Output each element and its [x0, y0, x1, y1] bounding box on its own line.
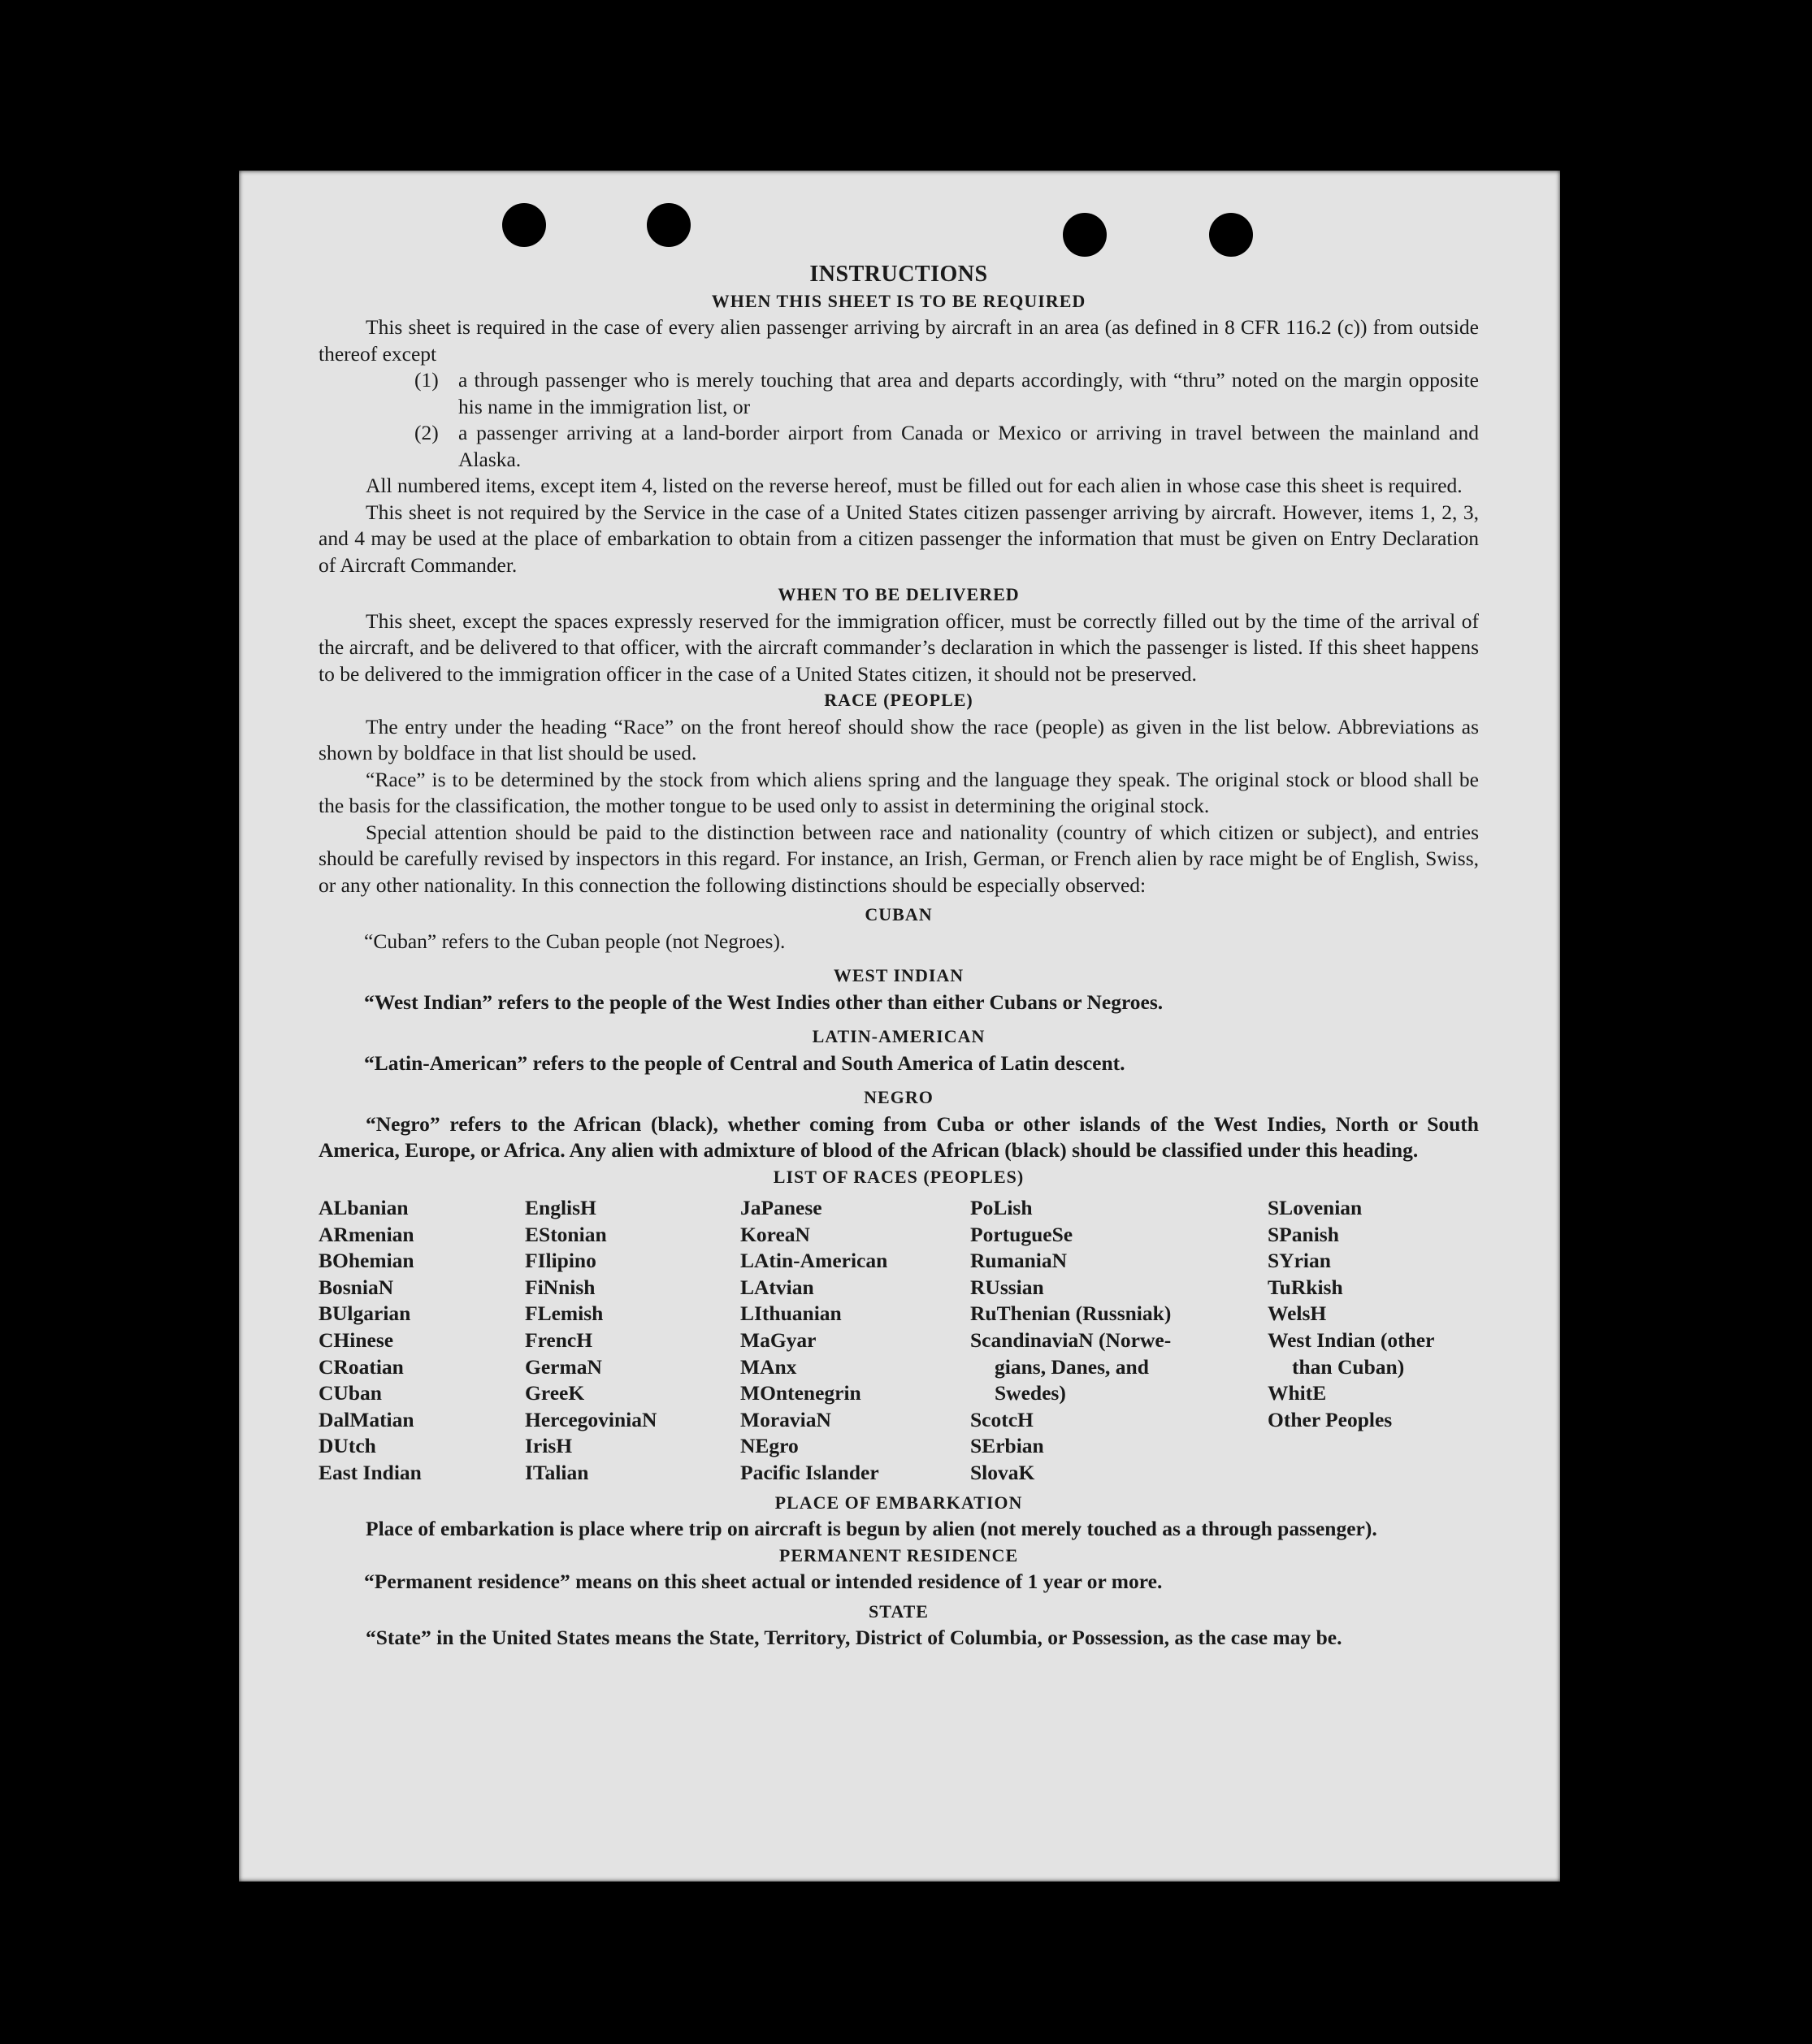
- section-heading-residence: PERMANENT RESIDENCE: [778, 1544, 1019, 1565]
- race-item: CUban: [319, 1381, 382, 1405]
- race-item: PortugueSe: [970, 1222, 1073, 1246]
- race-column: [319, 1195, 525, 1487]
- race-column: [1268, 1195, 1479, 1487]
- race-item: ITalian: [525, 1460, 589, 1484]
- race-item: KoreaN: [740, 1222, 810, 1246]
- section-heading-list-of-races: LIST OF RACES (PEOPLES): [773, 1166, 1025, 1187]
- race-item: RUssian: [970, 1275, 1044, 1299]
- definition-negro: “Negro” refers to the African (black), whether coming from Cuba or other islands of the West Indies, North or South America, Europe, or Africa. Any alien with admixture of blood of the African (black) should be classified under this heading.: [319, 1111, 1479, 1162]
- race-item: FiNnish: [525, 1275, 596, 1299]
- race-item: BOhemian: [319, 1249, 414, 1273]
- race-item: SLovenian: [1268, 1196, 1363, 1219]
- race-item: ScotcH: [970, 1407, 1034, 1431]
- race-item: MoraviaN: [740, 1407, 831, 1431]
- document-title: INSTRUCTIONS: [809, 262, 988, 287]
- definition-residence: “Permanent residence” means on this sheet actual or intended residence of 1 year or more.: [364, 1570, 1163, 1594]
- race-item: SYrian: [1268, 1249, 1331, 1273]
- race-item: ALbanian: [319, 1196, 409, 1219]
- race-item: LIthuanian: [740, 1301, 842, 1326]
- race-item: MAnx: [740, 1354, 797, 1379]
- race-item: IrisH: [525, 1434, 573, 1458]
- item-number: (1): [414, 368, 439, 392]
- race-item: LAtvian: [740, 1275, 814, 1299]
- when-required-intro: This sheet is required in the case of every alien passenger arriving by aircraft in an area (as defined in 8 CFR 116.2 (c)) from outside thereof except: [319, 315, 1479, 366]
- race-item: FIlipino: [525, 1249, 596, 1273]
- race-item: ScandinaviaN (Norwe-: [970, 1327, 1172, 1352]
- race-item: BUlgarian: [319, 1301, 411, 1326]
- exception-item: [414, 367, 1479, 420]
- race-item: Swedes): [995, 1381, 1066, 1405]
- race-item: Other Peoples: [1268, 1407, 1393, 1431]
- race-item: EStonian: [525, 1222, 607, 1246]
- race-item: FLemish: [525, 1301, 604, 1326]
- instructions-content: [319, 262, 1479, 1652]
- paragraph: This sheet, except the spaces expressly reserved for the immigration officer, must be correctly filled out by the time of the arrival of the aircraft, and be delivered to that officer, with the aircraft commander’s declaration in which the passenger is listed. If this sheet happens to be delivered to the immigration officer in the case of a United States citizen, it should not be preserved.: [319, 608, 1479, 686]
- document-page: [239, 171, 1560, 1882]
- race-item: GermaN: [525, 1354, 602, 1379]
- item-text: a passenger arriving at a land-border airport from Canada or Mexico or arriving in travel between the mainland and Alaska.: [458, 421, 1479, 471]
- paragraph: Special attention should be paid to the distinction between race and nationality (country of which citizen or subject), and entries should be carefully revised by inspectors in this regard. For instance, an Irish, German, or French alien by race might be of English, Swiss, or any other nationality. In this connection the following distinctions should be especially observed:: [319, 820, 1479, 897]
- race-item: Pacific Islander: [740, 1460, 879, 1484]
- punch-hole: [502, 203, 546, 247]
- race-item: RumaniaN: [970, 1249, 1068, 1273]
- race-item: SPanish: [1268, 1222, 1339, 1246]
- race-list: [319, 1195, 1479, 1487]
- section-heading-latin-american: LATIN-AMERICAN: [812, 1026, 986, 1046]
- paragraph: The entry under the heading “Race” on the front hereof should show the race (people) as given in the list below. Abbreviations as shown by boldface in that list should be used.: [319, 714, 1479, 764]
- paragraph: “Race” is to be determined by the stock from which aliens spring and the language they speak. The original stock or blood shall be the basis for the classification, the mother tongue to be used only to assist in determining the original stock.: [319, 767, 1479, 817]
- definition-embarkation: Place of embarkation is place where trip on aircraft is begun by alien (not merely touched as a through passenger).: [366, 1517, 1377, 1541]
- race-item: EnglisH: [525, 1196, 596, 1219]
- definition-cuban: “Cuban” refers to the Cuban people (not Negroes).: [364, 929, 786, 953]
- race-column: [740, 1195, 970, 1487]
- item-text: a through passenger who is merely touching that area and departs accordingly, with “thru” noted on the margin opposite his name in the immigration list, or: [458, 368, 1479, 418]
- punch-hole: [1063, 213, 1107, 257]
- race-item: JaPanese: [740, 1196, 822, 1219]
- race-item: SErbian: [970, 1434, 1044, 1458]
- section-heading-cuban: CUBAN: [865, 904, 933, 925]
- definition-state: “State” in the United States means the State, Territory, District of Columbia, or Possession, as the case may be.: [366, 1626, 1342, 1650]
- race-item: LAtin-American: [740, 1249, 888, 1273]
- race-item: ARmenian: [319, 1222, 414, 1246]
- race-item: West Indian (other: [1268, 1327, 1435, 1352]
- section-heading-race: RACE (PEOPLE): [824, 690, 973, 710]
- race-item: SlovaK: [970, 1460, 1035, 1484]
- paragraph: All numbered items, except item 4, listed on the reverse hereof, must be filled out for each alien in whose case this sheet is required.: [366, 474, 1463, 497]
- race-item: than Cuban): [1292, 1354, 1405, 1379]
- race-column: [970, 1195, 1268, 1487]
- race-item: BosniaN: [319, 1275, 394, 1299]
- section-heading-negro: NEGRO: [864, 1087, 934, 1107]
- race-item: DalMatian: [319, 1407, 414, 1431]
- section-heading-state: STATE: [869, 1600, 929, 1622]
- race-item: PoLish: [970, 1196, 1033, 1219]
- section-heading-west-indian: WEST INDIAN: [833, 965, 965, 985]
- race-item: WhitE: [1268, 1381, 1327, 1405]
- definition-west-indian: “West Indian” refers to the people of the West Indies other than either Cubans or Negroes.: [364, 990, 1164, 1014]
- race-item: MaGyar: [740, 1327, 817, 1352]
- race-item: GreeK: [525, 1381, 585, 1405]
- race-item: HercegoviniaN: [525, 1407, 657, 1431]
- section-heading-when-delivered: WHEN TO BE DELIVERED: [778, 584, 1020, 604]
- punch-hole: [647, 203, 691, 247]
- race-item: NEgro: [740, 1434, 799, 1458]
- race-item: MOntenegrin: [740, 1381, 861, 1405]
- punch-hole: [1209, 213, 1253, 257]
- race-item: DUtch: [319, 1434, 376, 1458]
- item-number: (2): [414, 421, 439, 444]
- race-item: gians, Danes, and: [995, 1354, 1149, 1379]
- race-column: [525, 1195, 740, 1487]
- paragraph: This sheet is not required by the Service in the case of a United States citizen passenger arriving by aircraft. However, items 1, 2, 3, and 4 may be used at the place of embarkation to obtain from a citizen passenger the information that must be given on Entry Declaration of Aircraft Commander.: [319, 500, 1479, 577]
- section-heading-embarkation: PLACE OF EMBARKATION: [774, 1492, 1023, 1513]
- race-item: CHinese: [319, 1327, 394, 1352]
- race-item: CRoatian: [319, 1354, 404, 1379]
- section-heading-when-required: WHEN THIS SHEET IS TO BE REQUIRED: [711, 290, 1086, 311]
- race-item: TuRkish: [1268, 1275, 1343, 1299]
- race-item: East Indian: [319, 1460, 422, 1484]
- definition-latin-american: “Latin-American” refers to the people of Central and South America of Latin descent.: [364, 1050, 1125, 1075]
- race-item: RuThenian (Russniak): [970, 1301, 1172, 1326]
- exception-item: [414, 420, 1479, 473]
- race-item: WelsH: [1268, 1301, 1327, 1326]
- race-item: FrencH: [525, 1327, 593, 1352]
